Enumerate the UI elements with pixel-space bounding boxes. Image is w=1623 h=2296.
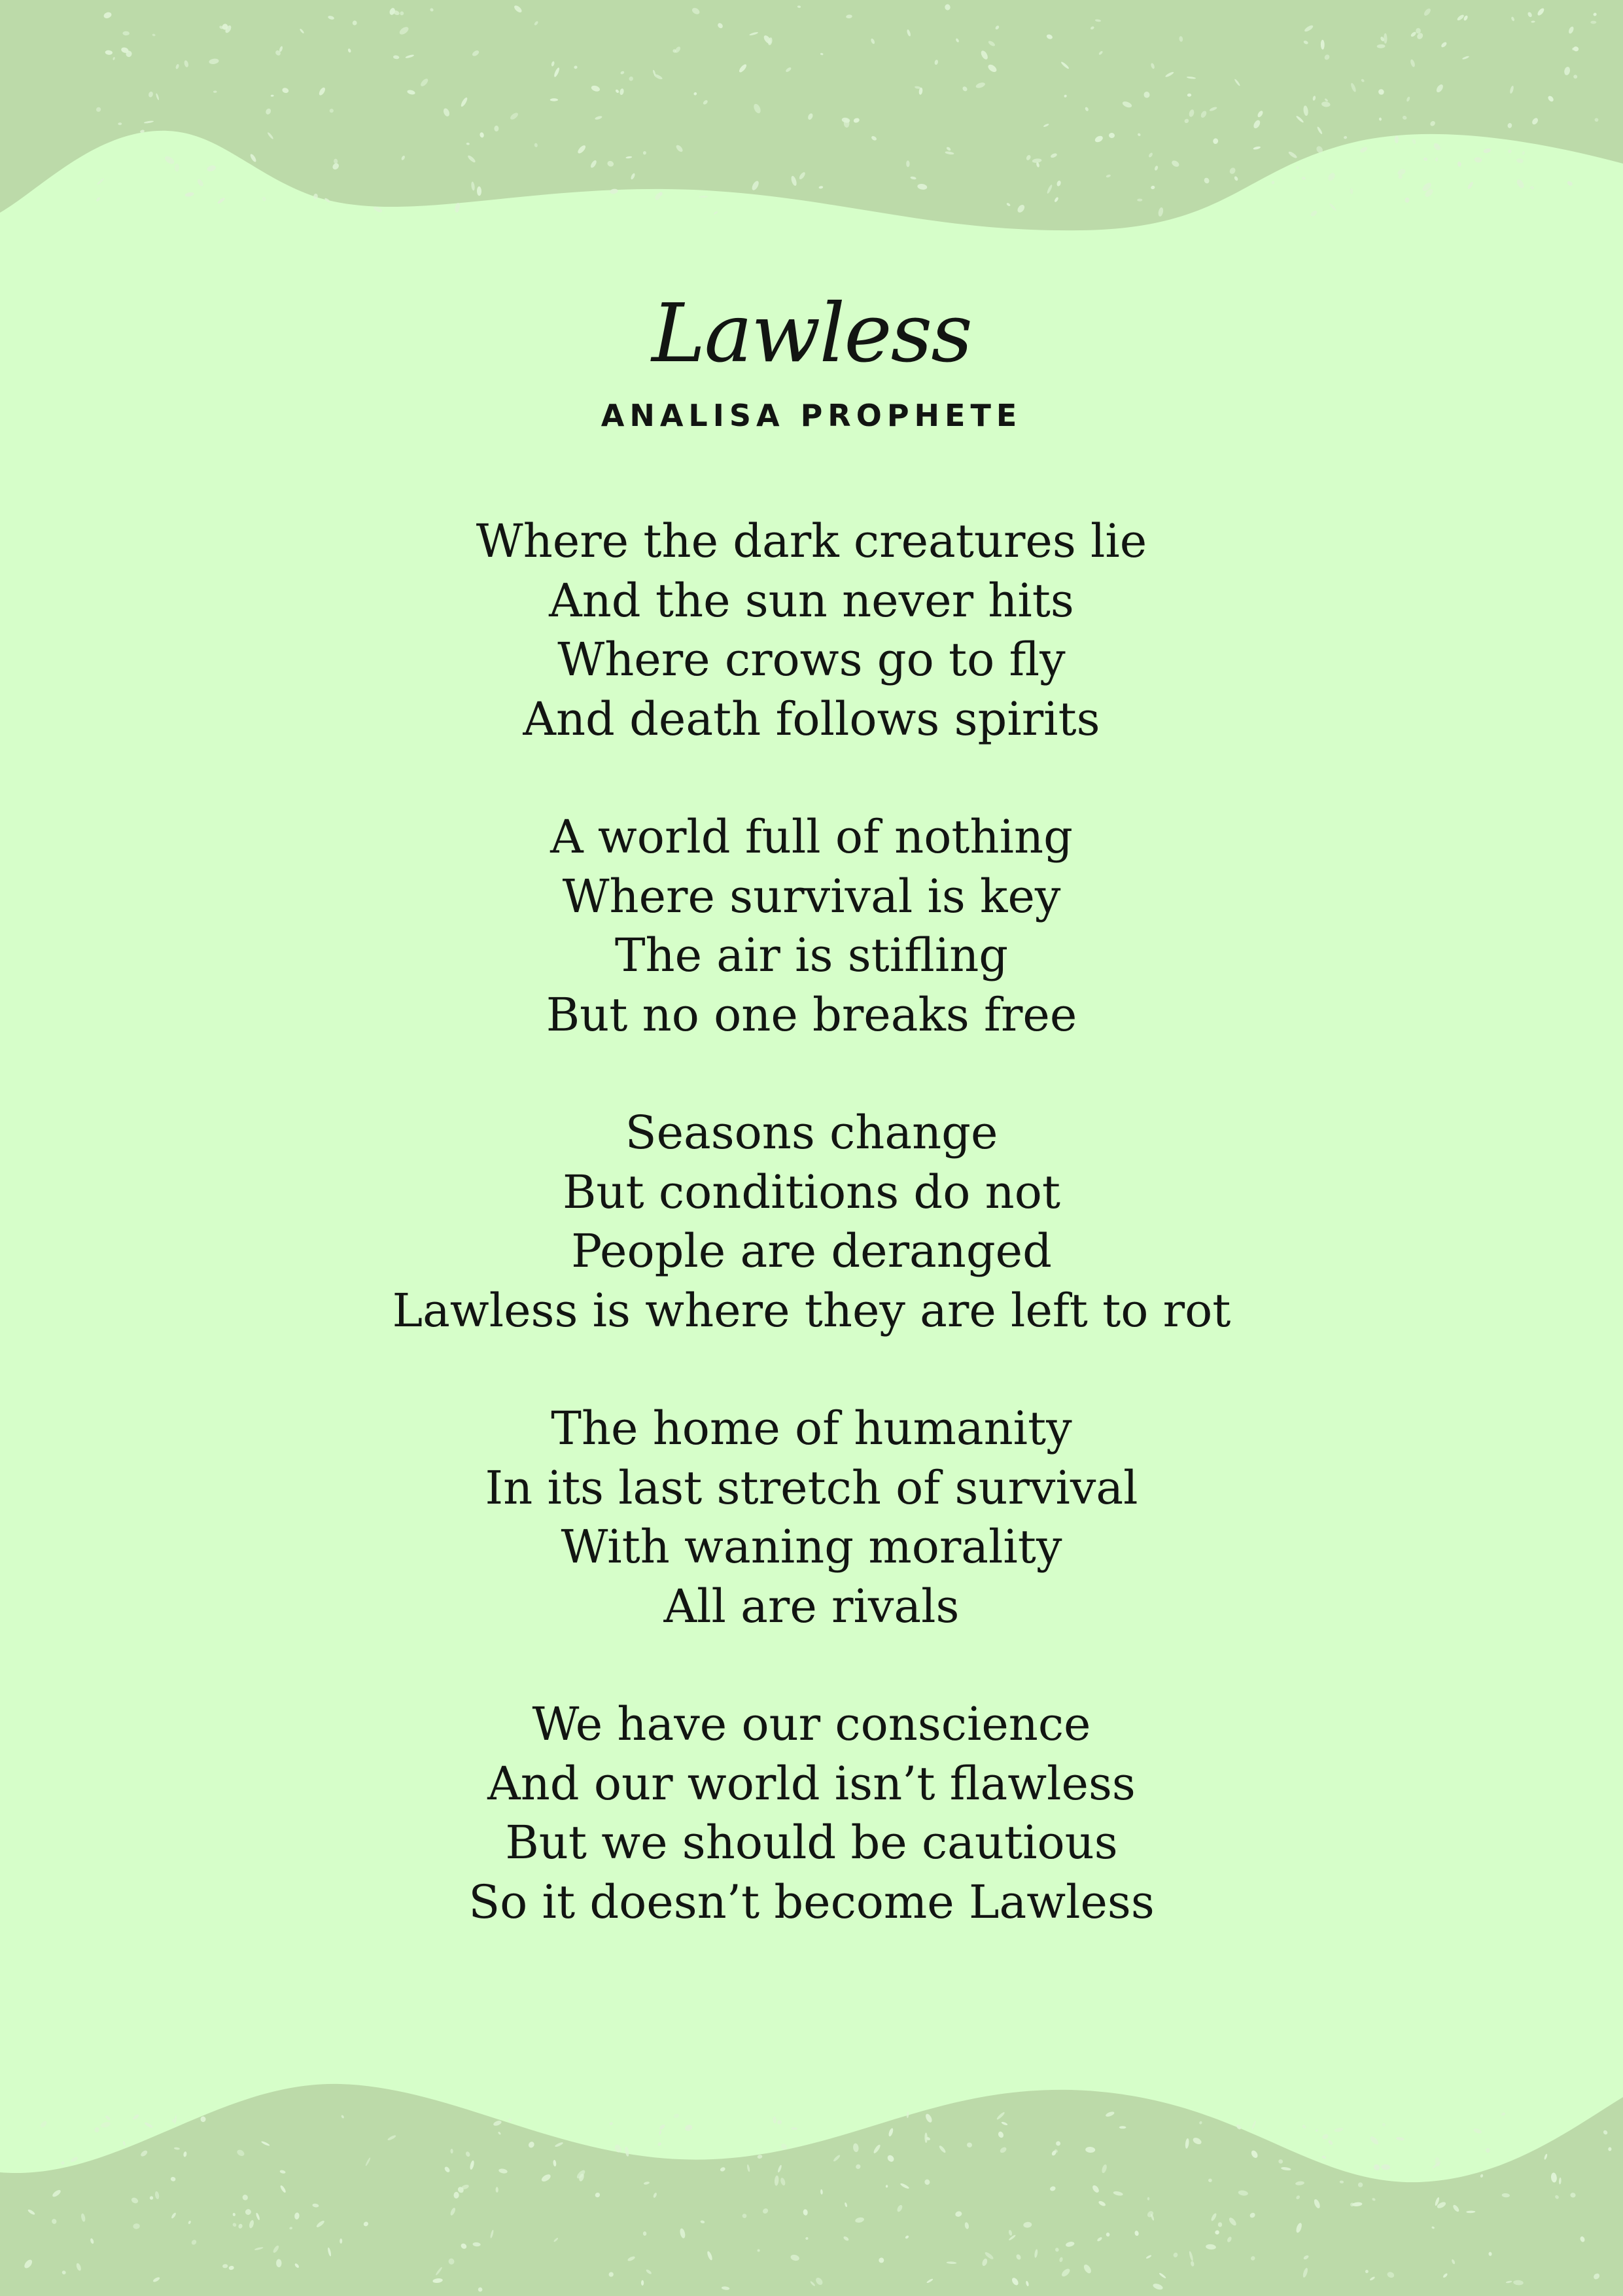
stanza (0, 512, 1623, 749)
poem-line: We have our conscience (532, 1697, 1091, 1751)
poem-line: All are rivals (663, 1579, 960, 1633)
speckle (550, 98, 558, 101)
stanza (0, 1695, 1623, 1932)
speckle (1416, 28, 1421, 34)
poem-line: But we should be cautious (505, 1816, 1118, 1869)
poem-line: But no one breaks free (546, 987, 1077, 1042)
speckle (494, 126, 498, 132)
poem-title: Lawless (652, 287, 971, 381)
poem-author: ANALISA PROPHETE (601, 398, 1022, 433)
poem-body (0, 512, 1623, 1990)
poem-line: The air is stifling (614, 928, 1009, 982)
poem-line: So it doesn’t become Lawless (468, 1875, 1155, 1929)
stanza (0, 807, 1623, 1044)
poem-line: With waning morality (561, 1520, 1062, 1574)
stanza (0, 1399, 1623, 1636)
poem-line: Seasons change (625, 1106, 998, 1159)
speckle (1590, 21, 1596, 24)
speckle (641, 2280, 644, 2286)
speckle (1395, 135, 1399, 143)
poem-line: People are deranged (571, 1224, 1052, 1278)
poem-line: The home of humanity (551, 1402, 1072, 1455)
poem-line: But conditions do not (562, 1165, 1060, 1219)
poem-line: Lawless is where they are left to rot (392, 1283, 1231, 1337)
stanza (0, 1103, 1623, 1340)
poem-line: Where survival is key (562, 869, 1061, 923)
poem-line: Where crows go to fly (557, 633, 1066, 686)
poem-line: In its last stretch of survival (485, 1460, 1138, 1515)
poem-line: And our world isn’t flawless (487, 1756, 1136, 1810)
poem-line: A world full of nothing (550, 810, 1073, 864)
speckle (1119, 2126, 1126, 2128)
poem-line: Where the dark creatures lie (476, 514, 1147, 568)
poem-line: And the sun never hits (549, 573, 1074, 627)
speckle (340, 2238, 342, 2244)
poem-line: And death follows spirits (523, 692, 1100, 746)
